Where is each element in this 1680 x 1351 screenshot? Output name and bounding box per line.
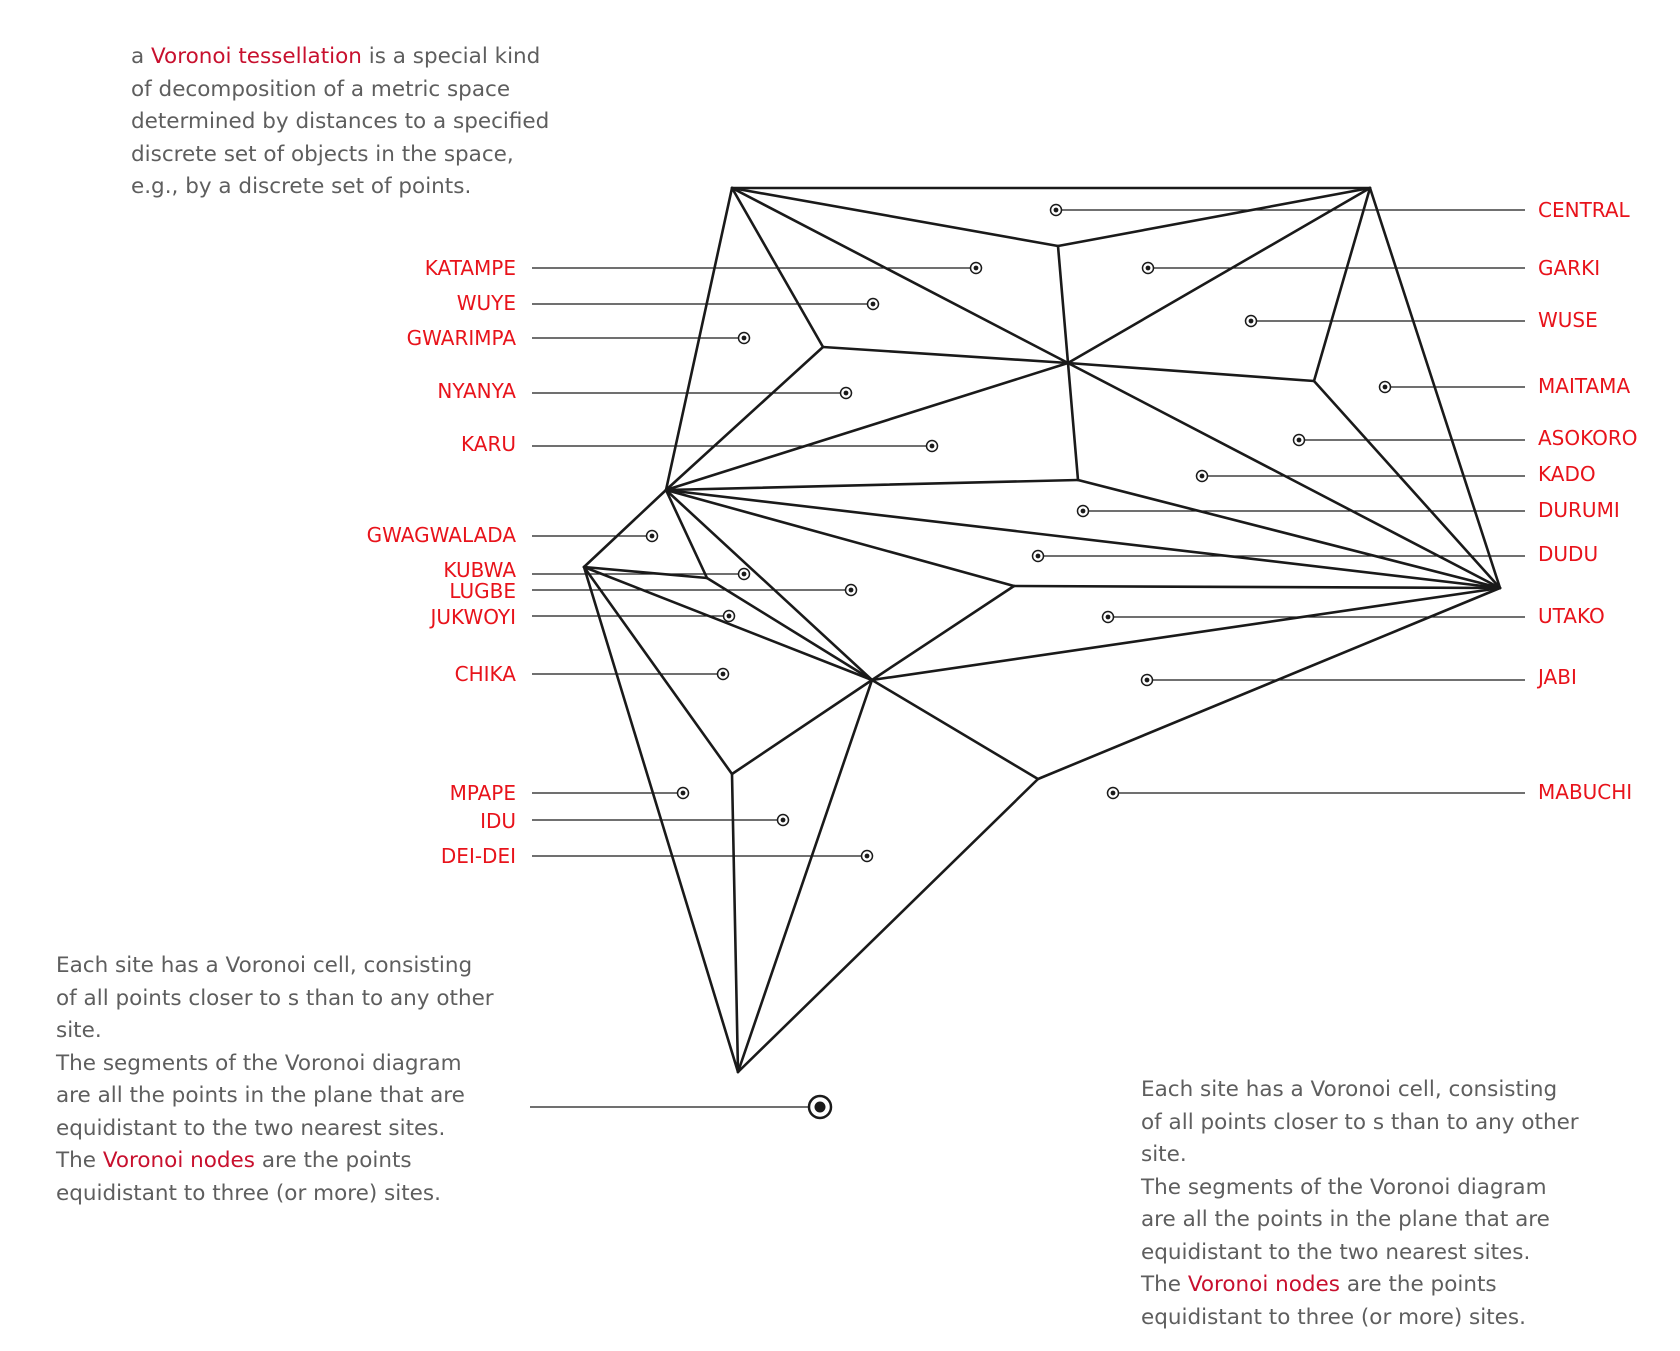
legend-node-core	[815, 1102, 826, 1113]
site-marker-core	[871, 302, 876, 307]
site-label-katampe: KATAMPE	[424, 256, 516, 280]
intro-paragraph: a Voronoi tessellation is a special kind of decomposition of a metric space determined by distances to a specified discrete set of objects in the space, e.g., by a discrete set of points.	[131, 44, 550, 199]
voronoi-edge	[666, 490, 707, 578]
site-label-jabi: JABI	[1538, 665, 1577, 689]
site-marker-core	[727, 614, 732, 619]
site-marker-core	[844, 391, 849, 396]
site-label-utako: UTAKO	[1538, 604, 1605, 628]
site-marker-core	[865, 854, 870, 859]
voronoi-edge	[584, 490, 666, 567]
site-label-chika: CHIKA	[454, 662, 516, 686]
site-marker-core	[1054, 208, 1059, 213]
site-marker-core	[849, 588, 854, 593]
site-label-gwagwalada: GWAGWALADA	[366, 523, 516, 547]
site-label-mpape: MPAPE	[449, 781, 516, 805]
voronoi-edge	[1068, 363, 1314, 381]
site-label-durumi: DURUMI	[1538, 498, 1620, 522]
site-label-lugbe: LUGBE	[449, 579, 516, 603]
voronoi-edge	[666, 490, 1500, 588]
voronoi-edge	[1068, 188, 1370, 363]
site-label-asokoro: ASOKORO	[1538, 426, 1638, 450]
voronoi-edge	[738, 680, 872, 1072]
voronoi-nodes-term: Voronoi nodes	[102, 1148, 255, 1173]
site-markers	[647, 205, 1391, 862]
site-label-kado: KADO	[1538, 462, 1596, 486]
site-label-idu: IDU	[480, 809, 516, 833]
site-labels	[367, 198, 1638, 868]
site-marker-core	[681, 791, 686, 796]
legend-node-marker	[530, 1096, 831, 1118]
voronoi-edge	[1014, 586, 1500, 588]
site-marker-core	[1145, 678, 1150, 683]
site-marker-core	[1249, 319, 1254, 324]
voronoi-edge	[666, 188, 732, 490]
voronoi-edge	[1058, 188, 1370, 246]
site-label-central: CENTRAL	[1538, 198, 1630, 222]
voronoi-edge	[584, 567, 732, 774]
site-marker-core	[721, 672, 726, 677]
site-label-nyanya: NYANYA	[437, 379, 516, 403]
site-label-wuse: WUSE	[1538, 308, 1598, 332]
voronoi-edge	[872, 588, 1500, 680]
voronoi-edge	[1058, 246, 1068, 363]
voronoi-edge	[584, 567, 872, 680]
voronoi-edge	[1068, 363, 1078, 480]
site-marker-core	[974, 266, 979, 271]
voronoi-edge	[666, 347, 823, 490]
voronoi-edge	[666, 363, 1068, 490]
voronoi-edge	[732, 680, 872, 774]
site-marker-core	[1106, 615, 1111, 620]
site-marker-core	[930, 444, 935, 449]
site-label-maitama: MAITAMA	[1538, 374, 1631, 398]
voronoi-tessellation-term: Voronoi tessellation	[151, 44, 362, 69]
site-marker-core	[1383, 385, 1388, 390]
site-marker-core	[1081, 509, 1086, 514]
site-label-mabuchi: MABUCHI	[1538, 780, 1633, 804]
site-label-gwarimpa: GWARIMPA	[406, 326, 516, 350]
site-marker-core	[1036, 554, 1041, 559]
site-marker-core	[781, 818, 786, 823]
note-paragraph-right: Each site has a Voronoi cell, consisting of all points closer to s than to any other site. The segments of the Voronoi diagram are all the points in the plane that are equidistant to the two nearest sites. The Voronoi nodes are the points equidistant to three (or more) sites.	[1141, 1077, 1579, 1330]
voronoi-nodes-term: Voronoi nodes	[1187, 1272, 1340, 1297]
site-marker-core	[1297, 438, 1302, 443]
site-label-kubwa: KUBWA	[443, 558, 516, 582]
site-marker-core	[1200, 474, 1205, 479]
site-label-karu: KARU	[461, 432, 516, 456]
site-label-garki: GARKI	[1538, 256, 1601, 280]
voronoi-edge	[872, 586, 1014, 680]
site-marker-core	[742, 572, 747, 577]
site-label-dudu: DUDU	[1538, 542, 1599, 566]
voronoi-edge	[823, 347, 1068, 363]
voronoi-edge	[732, 188, 1058, 246]
voronoi-edge	[1314, 381, 1500, 588]
site-marker-core	[742, 336, 747, 341]
voronoi-edge	[666, 480, 1078, 490]
site-marker-core	[650, 534, 655, 539]
voronoi-edge	[584, 567, 707, 578]
voronoi-edge	[872, 680, 1038, 779]
site-label-dei-dei: DEI-DEI	[440, 844, 516, 868]
site-label-jukwoyi: JUKWOYI	[430, 605, 516, 629]
site-label-wuye: WUYE	[456, 291, 516, 315]
site-marker-core	[1111, 791, 1116, 796]
voronoi-edge	[732, 774, 738, 1072]
site-marker-core	[1146, 266, 1151, 271]
note-paragraph-left: Each site has a Voronoi cell, consisting of all points closer to s than to any other site. The segments of the Voronoi diagram are all the points in the plane that are equidistant to the two nearest sites. The Voronoi nodes are the points equidistant to three (or more) sites.	[56, 953, 494, 1206]
voronoi-edge	[1078, 480, 1500, 588]
